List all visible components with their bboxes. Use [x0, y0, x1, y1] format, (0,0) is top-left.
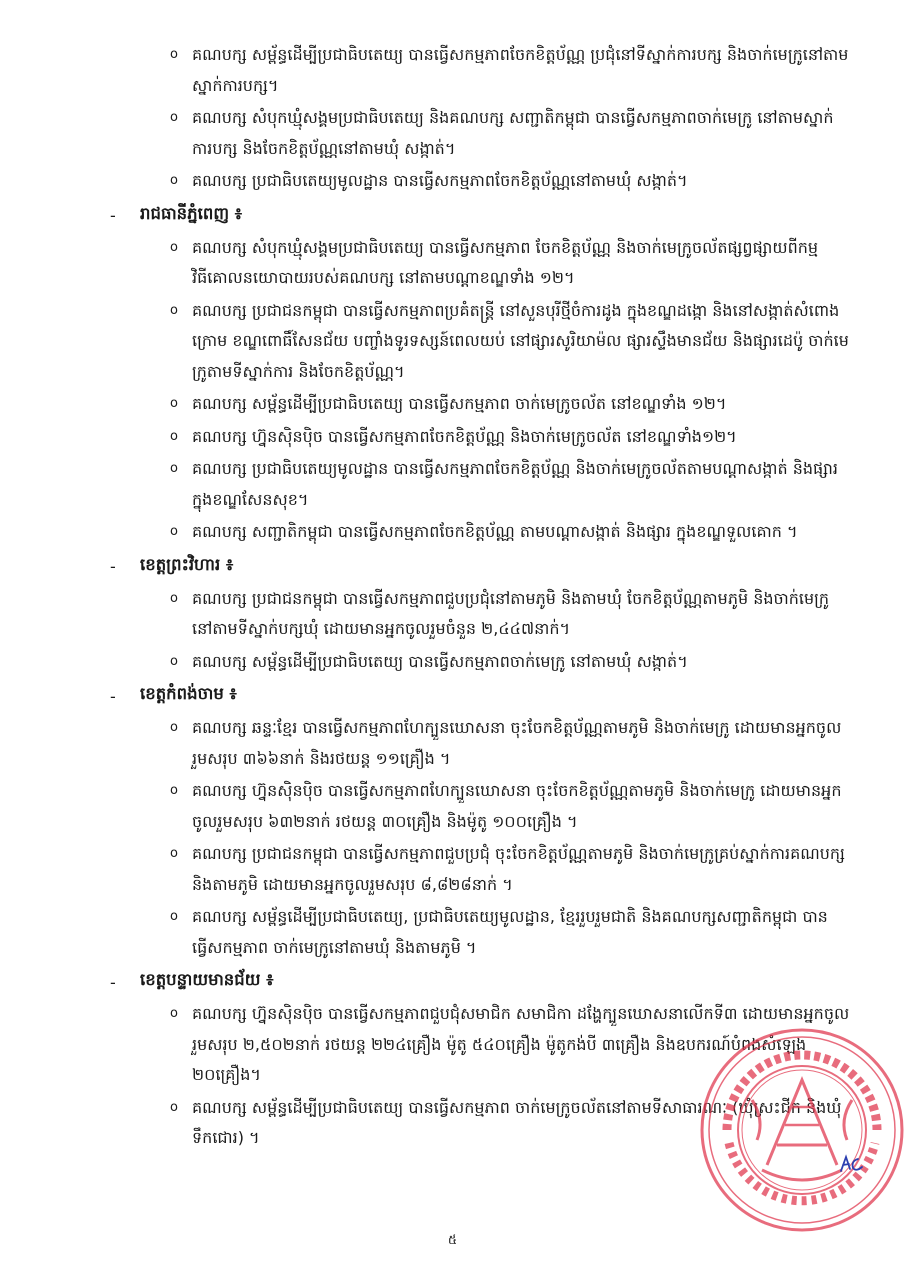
- list-item-text: គណបក្ស ប្រជាជនកម្ពុជា បានធ្វើសកម្មភាពជួបប្រជុំនៅតាមភូមិ និងតាមឃុំ ចែកខិត្តប័ណ្ណតាមភូមិ និងចាក់មេក្រូ នៅតាមទីស្នាក់បក្សឃុំ ដោយមានអ្នកចូលរួមចំនួន ២,៤៤៧នាក់។: [192, 588, 830, 638]
- list-item-text: គណបក្ស សម្ព័ន្ធដើម្បីប្រជាធិបតេយ្យ បានធ្វើសកម្មភាពចែកខិត្តប័ណ្ណ ប្រជុំនៅទីស្នាក់ការបក្ស និងចាក់មេក្រូនៅតាមស្នាក់ការបក្ស។: [192, 45, 849, 95]
- bullet-circle-icon: o: [170, 1099, 178, 1115]
- list-item: [172, 647, 850, 678]
- bullet-list: [110, 999, 850, 1154]
- bullet-circle-icon: o: [170, 396, 178, 411]
- dash-marker: -: [110, 972, 116, 992]
- bullet-circle-icon: o: [170, 720, 178, 735]
- list-item: [172, 1093, 850, 1154]
- section-preah-vihear: [110, 550, 850, 678]
- bullet-circle-icon: o: [170, 302, 178, 318]
- list-item: [172, 584, 850, 645]
- bullet-circle-icon: o: [170, 1006, 178, 1021]
- dash-marker: -: [110, 686, 116, 706]
- section-heading: [110, 199, 850, 233]
- signature-initials-icon: [838, 1153, 864, 1175]
- list-item-text: គណបក្ស ហ្វ៊ុនស៊ិនប៉ិច បានធ្វើសកម្មភាពជួបជុំសមាជិក សមាជិកា ដង្ហែក្បួនឃោសនាលើកទី៣ ដោយមានអ្នកចូលរួមសរុប ២,៥០២នាក់ រថយន្ត ២២៤គ្រឿង ម៉ូតូ ៥៤០គ្រឿង ម៉ូតូកង់បី ៣គ្រឿង និងឧបករណ៍បំពងសំឡេង ២០គ្រឿង។: [192, 1004, 850, 1084]
- bullet-list: [110, 233, 850, 548]
- bullet-circle-icon: o: [170, 173, 178, 188]
- bullet-list: [110, 584, 850, 678]
- list-item: [172, 454, 850, 515]
- list-item-text: គណបក្ស សម្ព័ន្ធដើម្បីប្រជាធិបតេយ្យ បានធ្វើសកម្មភាព ចាក់មេក្រូចល័តនៅតាមទីសាធារណៈ (ឃុំស្រះជីក និងឃុំទឹកជោរ) ។: [192, 1097, 842, 1147]
- list-item-text: គណបក្ស សម្ព័ន្ធដើម្បីប្រជាធិបតេយ្យ, ប្រជាធិបតេយ្យមូលដ្ឋាន, ខ្មែររួបរួមជាតិ និងគណបក្សសញ្ជាតិកម្ពុជា បានធ្វើសកម្មភាព ចាក់មេក្រូនៅតាមឃុំ និងតាមភូមិ ។: [192, 907, 828, 957]
- bullet-list: [110, 713, 850, 963]
- list-item: [172, 389, 850, 420]
- list-item: [172, 839, 850, 900]
- section-heading: [110, 550, 850, 584]
- list-item: [172, 713, 850, 774]
- list-item-text: គណបក្ស ប្រជាធិបតេយ្យមូលដ្ឋាន បានធ្វើសកម្មភាពចែកខិត្តប័ណ្ណនៅតាមឃុំ សង្កាត់។: [192, 171, 688, 190]
- list-item-text: គណបក្ស ប្រជាជនកម្ពុជា បានធ្វើសកម្មភាពជួបប្រជុំ ចុះចែកខិត្តប័ណ្ណតាមភូមិ និងចាក់មេក្រូគ្រប់ស្នាក់ការគណបក្ស និងតាមភូមិ ដោយមានអ្នកចូលរួមសរុប ៨,៨២៨នាក់ ។: [192, 844, 845, 894]
- list-item-text: គណបក្ស សំបុកឃ្មុំសង្គមប្រជាធិបតេយ្យ បានធ្វើសកម្មភាព ចែកខិត្តប័ណ្ណ និងចាក់មេក្រូចល័តផ្សព្វផ្សាយពីកម្មវិធីគោលនយោបាយរបស់គណបក្ស នៅតាមបណ្តាខណ្ឌទាំង ១២។: [192, 237, 819, 287]
- bullet-circle-icon: o: [170, 909, 178, 924]
- section-kampong-cham: [110, 679, 850, 963]
- bullet-circle-icon: o: [170, 653, 178, 669]
- page-number: ៥: [447, 1233, 458, 1248]
- section-heading-text: ខេត្តព្រះវិហារ ៖: [140, 554, 234, 574]
- list-item: [172, 517, 850, 548]
- list-item: [172, 296, 850, 388]
- list-item-text: គណបក្ស សំបុកឃ្មុំសង្គមប្រជាធិបតេយ្យ និងគណបក្ស សញ្ជាតិកម្ពុជា បានធ្វើសកម្មភាពចាក់មេក្រូ នៅតាមស្នាក់ការបក្ស និងចែកខិត្តប័ណ្ណនៅតាមឃុំ សង្កាត់។: [192, 108, 834, 158]
- section-heading-text: រាជធានីភ្នំពេញ ៖: [140, 203, 243, 223]
- list-item-text: គណបក្ស សម្ព័ន្ធដើម្បីប្រជាធិបតេយ្យ បានធ្វើសកម្មភាព ចាក់មេក្រូចល័ត នៅខណ្ឌទាំង ១២។: [192, 394, 727, 413]
- list-item: [172, 103, 850, 164]
- section-banteay-meanchey: [110, 965, 850, 1154]
- list-item: [172, 776, 850, 837]
- bullet-circle-icon: o: [170, 110, 178, 125]
- list-item-text: គណបក្ស ហ្វ៊ុនស៊ិនប៉ិច បានធ្វើសកម្មភាពហែក្បួនឃោសនា ចុះចែកខិត្តប័ណ្ណតាមភូមិ និងចាក់មេក្រូ ដោយមានអ្នកចូលរួមសរុប ៦៣២នាក់ រថយន្ត ៣០គ្រឿង និងម៉ូតូ ១០០គ្រឿង ។: [192, 781, 842, 831]
- section-heading-text: ខេត្តកំពង់ចាម ៖: [140, 684, 237, 703]
- dash-marker: -: [110, 206, 116, 225]
- section-heading-text: ខេត្តបន្ទាយមានជ័យ ៖: [140, 970, 274, 989]
- bullet-list: [110, 40, 850, 197]
- list-item-text: គណបក្ស សម្ព័ន្ធដើម្បីប្រជាធិបតេយ្យ បានធ្វើសកម្មភាពចាក់មេក្រូ នៅតាមឃុំ សង្កាត់។: [192, 651, 688, 671]
- section-phnom-penh: [110, 199, 850, 548]
- bullet-circle-icon: o: [170, 846, 178, 861]
- list-item-text: គណបក្ស សញ្ជាតិកម្ពុជា បានធ្វើសកម្មភាពចែកខិត្តប័ណ្ណ តាមបណ្តាសង្កាត់ និងផ្សារ ក្នុងខណ្ឌទួលគោក ។: [192, 522, 798, 541]
- bullet-circle-icon: o: [170, 524, 178, 539]
- list-item-text: គណបក្ស ប្រជាជនកម្ពុជា បានធ្វើសកម្មភាពប្រគំតន្ត្រី នៅសួនបុរីថ្មីចំការដូង ក្នុងខណ្ឌដង្កោ និងនៅសង្កាត់សំពោងក្រោម ខណ្ឌពោធិ៍សែនជ័យ បញ្ចាំងទូរទស្សន៍ពេលយប់ នៅផ្សារសូរិយាម៉ល ផ្សារស្ទឹងមានជ័យ និងផ្សារដេប៉ូ ចាក់មេក្រូតាមទីស្នាក់ការ និងចែកខិត្តប័ណ្ណ។: [192, 300, 849, 381]
- bullet-circle-icon: o: [170, 783, 178, 798]
- section-heading: [110, 965, 850, 999]
- list-item: [172, 233, 850, 294]
- list-item: [172, 902, 850, 963]
- list-item-text: គណបក្ស ហ្វ៊ុនស៊ិនប៉ិច បានធ្វើសកម្មភាពចែកខិត្តប័ណ្ណ និងចាក់មេក្រូចល័ត នៅខណ្ឌទាំង១២។: [192, 426, 737, 446]
- dash-marker: -: [110, 557, 116, 576]
- document-body: [110, 40, 850, 1156]
- list-item-text: គណបក្ស ឆន្ទៈខ្មែរ បានធ្វើសកម្មភាពហែក្បួនឃោសនា ចុះចែកខិត្តប័ណ្ណតាមភូមិ និងចាក់មេក្រូ ដោយមានអ្នកចូលរួមសរុប ៣៦៦នាក់ និងរថយន្ត ១១គ្រឿង ។: [192, 718, 842, 768]
- list-item: [172, 999, 850, 1091]
- section-heading: [110, 679, 850, 713]
- list-item-text: គណបក្ស ប្រជាធិបតេយ្យមូលដ្ឋាន បានធ្វើសកម្មភាពចែកខិត្តប័ណ្ណ និងចាក់មេក្រូចល័តតាមបណ្តាសង្កាត់ និងផ្សារ ក្នុងខណ្ឌសែនសុខ។: [192, 459, 838, 509]
- bullet-circle-icon: o: [170, 590, 178, 606]
- list-item: [172, 40, 850, 101]
- bullet-circle-icon: o: [170, 428, 178, 444]
- bullet-circle-icon: o: [170, 239, 178, 255]
- list-item: [172, 422, 850, 453]
- section-continuation: [110, 40, 850, 197]
- bullet-circle-icon: o: [170, 461, 178, 476]
- bullet-circle-icon: o: [170, 47, 178, 62]
- list-item: [172, 166, 850, 197]
